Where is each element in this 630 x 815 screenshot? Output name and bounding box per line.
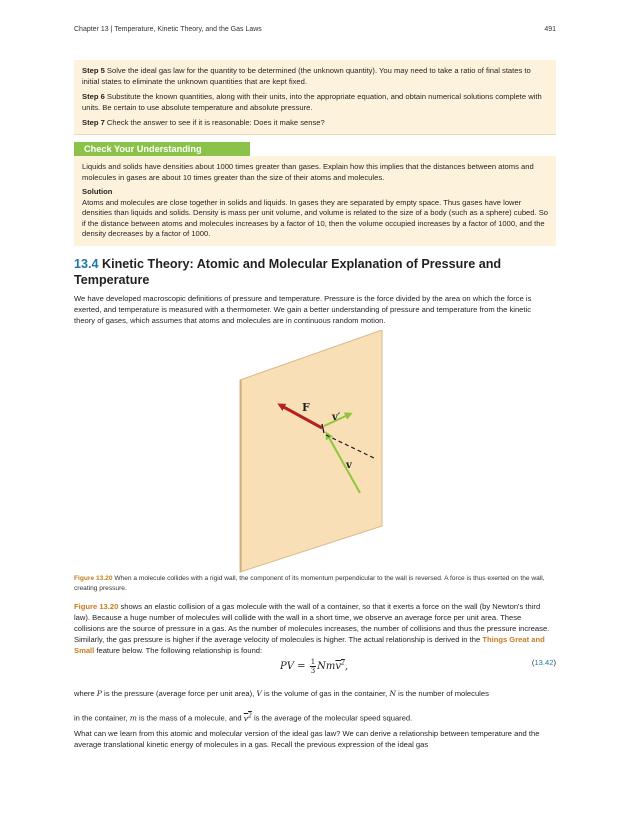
step-6: Step 6 Substitute the known quantities, along with their units, into the appropriate equation, and obtain numerical solutions complete with units. Be certain to use absolute temperature and absolute pressure. [82, 92, 542, 112]
step-7: Step 7 Check the answer to see if it is reasonable: Does it make sense? [82, 118, 325, 127]
section-title [74, 256, 554, 288]
figure-link[interactable]: Figure 13.20 [74, 602, 119, 611]
paragraph-collisions: Figure 13.20 shows an elastic collision of a gas molecule with the wall of a container, so that it exerts a force on the wall (by Newton's third law). Because a huge number of molecules will collide with the wall in a short time, we observe an average force per unit area. These collisions are the source of pressure in a gas. As the number of molecules increases, the number of collisions and thus the pressure increase. Similarly, the gas pressure is higher if the average velocity of molecules is higher. The actual relationship is derived in the Things Great and Small feature below. The following relationship is found: [74, 602, 550, 655]
check-understanding-box [74, 156, 556, 246]
step-5: Step 5 Solve the ideal gas law for the quantity to be determined (the unknown quantity). You may need to take a ratio of final states to initial states to eliminate the unknown quantities that are kept fixed. [82, 66, 531, 86]
problem-solving-steps [74, 60, 556, 135]
page-number: 491 [544, 26, 556, 33]
intro-text: We have developed macroscopic definitions of pressure and temperature. Pressure is the force divided by the area on which the force is exerted, and temperature is measured with a thermometer. We gain a better understanding of pressure and temperature from the kinetic theory of gases, which assumes that atoms and molecules are in continuous random motion. [74, 294, 532, 325]
solution-heading: Solution [82, 187, 113, 196]
figure-caption [74, 574, 554, 593]
solution-text: Atoms and molecules are close together in solids and liquids. In gases they are separated by empty space. Thus gases have lower densities than liquids and solids. Density is mass per unit volume, and volume is related to the size of a body (such as a sphere) cubed. So if the distance between atoms and molecules increases by a factor of 10, then the volume occupied increases by a factor of 1000, and the density decreases by a factor of 1000. [82, 197, 548, 238]
equation-13-42 [74, 656, 556, 682]
equation-body: PV = $\frac{1}{3}$ Nmv$^2$, [280, 658, 349, 675]
running-header: Chapter 13 | Temperature, Kinetic Theory, and the Gas Laws [74, 26, 262, 33]
caption-text: When a molecule collides with a rigid wall, the component of its momentum perpendicular to the wall is reversed. A force is thus exerted on the wall, creating pressure. [74, 575, 545, 592]
feature-link[interactable]: Things Great and Small [74, 635, 545, 655]
force-label: F [302, 401, 310, 414]
caption-label: Figure 13.20 [74, 575, 113, 582]
check-understanding-tab: Check Your Understanding [74, 142, 250, 156]
cyu-question: Liquids and solids have densities about 1000 times greater than gases. Explain how this implies that the distances between atoms and molecules in gases are about 10 times greater than the size of their atoms and molecules. [82, 162, 534, 182]
velocity-prime-label: v′ [332, 412, 341, 423]
velocity-label: v [346, 460, 352, 471]
equation-number: (13.42) [531, 658, 556, 667]
variable-definitions-line-1: where P is the pressure (average force per unit area), V is the volume of gas in the container, N is the number of molecules [74, 689, 489, 698]
intro-paragraph [74, 293, 554, 326]
variable-definitions-line-2: in the container, m is the mass of a molecule, and $v^2$ is the average of the molecular speed squared. [74, 712, 413, 723]
figure-13-20 [74, 330, 556, 575]
final-paragraph [74, 728, 554, 750]
wall-collision-diagram [74, 330, 556, 575]
section-number: 13.4 [74, 257, 99, 271]
fraction-one-third: $\frac{1}{3}$ [310, 658, 316, 675]
section-title-text: Kinetic Theory: Atomic and Molecular Explanation of Pressure and Temperature [74, 257, 502, 287]
final-paragraph-text: What can we learn from this atomic and molecular version of the ideal gas law? We can derive a relationship between temperature and the average translational kinetic energy of molecules in a gas. Recall the previous expression of the ideal gas [74, 729, 540, 749]
